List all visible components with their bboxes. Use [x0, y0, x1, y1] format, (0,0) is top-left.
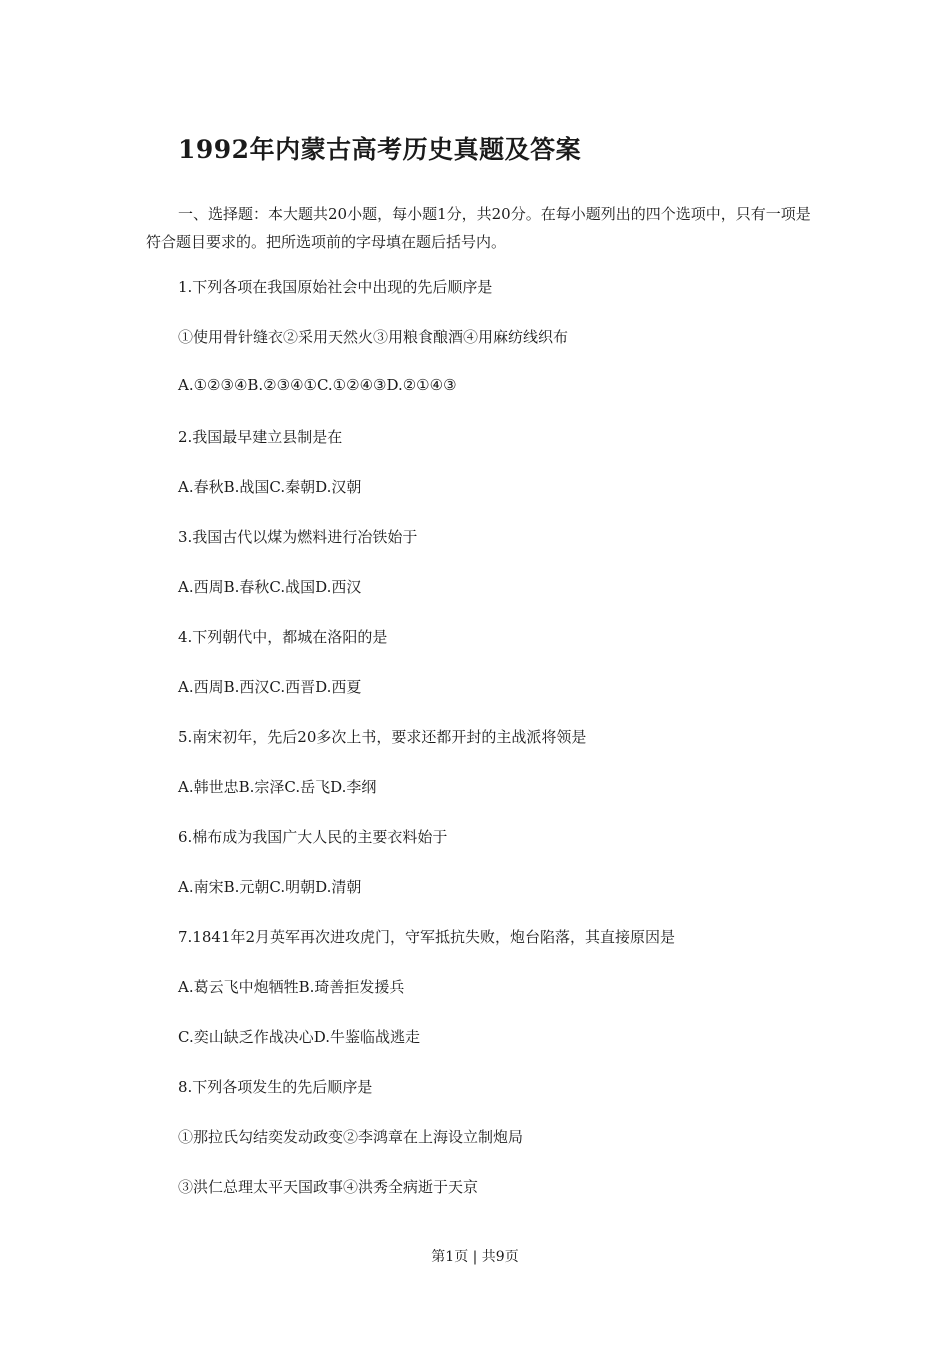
question-5-stem: 5.南宋初年，先后20多次上书，要求还都开封的主战派将领是: [178, 728, 587, 746]
question-4-stem: 4.下列朝代中，都城在洛阳的是: [178, 628, 388, 646]
section-intro: [146, 200, 816, 256]
page-footer: 第1页 | 共9页: [431, 1249, 519, 1265]
document-title: 1992年内蒙古高考历史真题及答案: [178, 135, 582, 164]
question-3-options: A.西周B.春秋C.战国D.西汉: [178, 578, 362, 596]
question-8-items-a: ①那拉氏勾结奕发动政变②李鸿章在上海设立制炮局: [178, 1128, 524, 1146]
question-2-options: A.春秋B.战国C.秦朝D.汉朝: [178, 478, 362, 496]
question-7-options-cd: C.奕山缺乏作战决心D.牛鉴临战逃走: [178, 1028, 420, 1046]
question-1-stem: 1.下列各项在我国原始社会中出现的先后顺序是: [178, 278, 493, 296]
question-7-stem: 7.1841年2月英军再次进攻虎门，守军抵抗失败，炮台陷落，其直接原因是: [178, 928, 676, 946]
question-5-options: A.韩世忠B.宗泽C.岳飞D.李纲: [178, 778, 377, 796]
question-1-options: A.①②③④B.②③④①C.①②④③D.②①④③: [178, 376, 457, 394]
question-4-options: A.西周B.西汉C.西晋D.西夏: [178, 678, 362, 696]
intro-paragraph: 一、选择题：本大题共20小题，每小题1分，共20分。在每小题列出的四个选项中，只有一项是符合题目要求的。把所选项前的字母填在题后括号内。: [146, 205, 811, 251]
question-3-stem: 3.我国古代以煤为燃料进行冶铁始于: [178, 528, 418, 546]
question-1-items: ①使用骨针缝衣②采用天然火③用粮食酿酒④用麻纺线织布: [178, 328, 569, 346]
question-6-stem: 6.棉布成为我国广大人民的主要衣料始于: [178, 828, 448, 846]
question-7-options-ab: A.葛云飞中炮牺牲B.琦善拒发援兵: [178, 978, 405, 996]
question-8-stem: 8.下列各项发生的先后顺序是: [178, 1078, 373, 1096]
question-8-items-b: ③洪仁总理太平天国政事④洪秀全病逝于天京: [178, 1178, 479, 1196]
question-2-stem: 2.我国最早建立县制是在: [178, 428, 343, 446]
question-6-options: A.南宋B.元朝C.明朝D.清朝: [178, 878, 362, 896]
